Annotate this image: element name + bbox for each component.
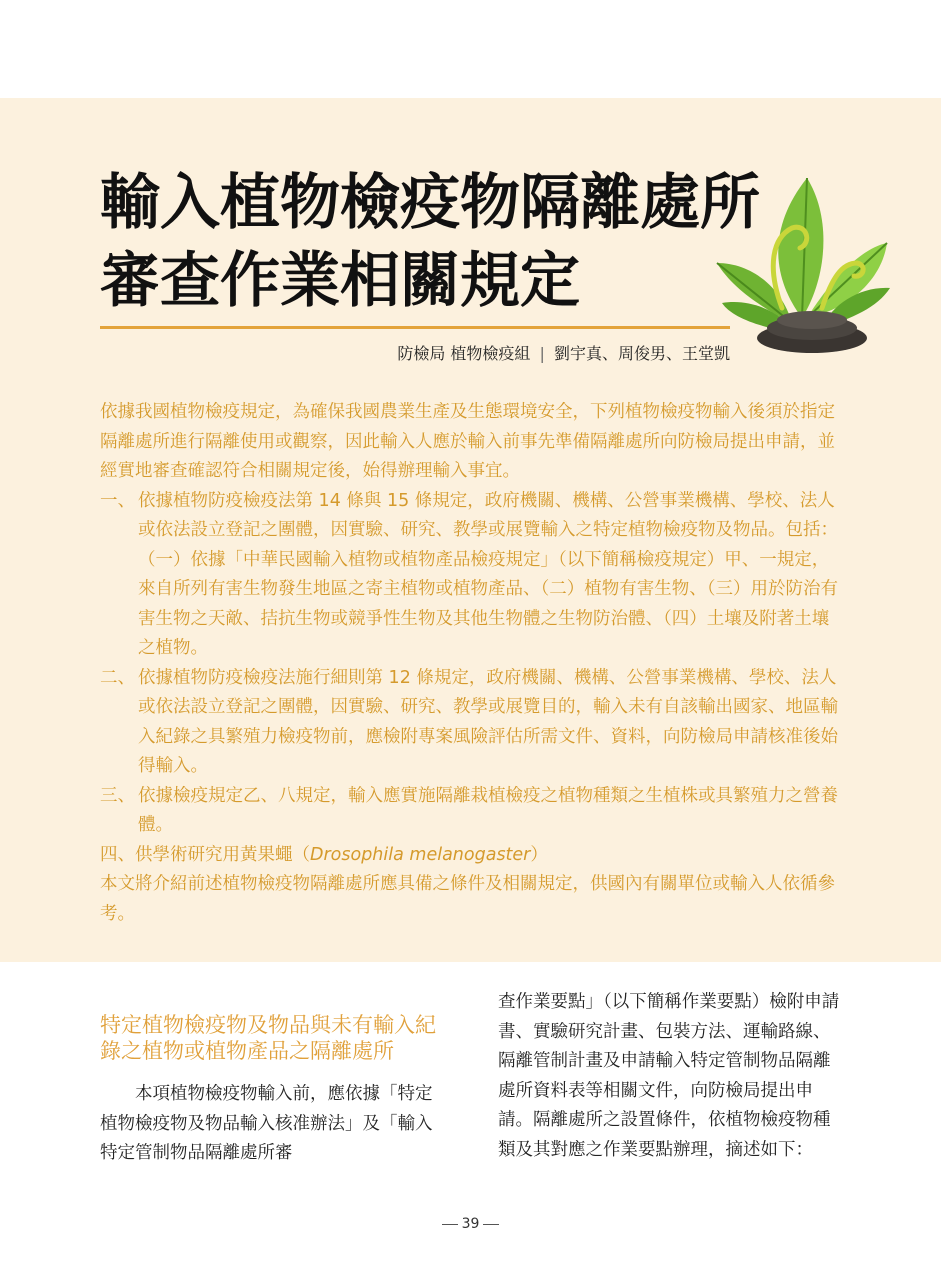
article-title-line-1: 輸入植物檢疫物隔離處所 (100, 168, 760, 238)
intro-item-number: 三、 (100, 785, 135, 806)
intro-item-4-prefix: 四、供學術研究用黃果蠅（ (100, 844, 310, 865)
intro-item-1 (100, 487, 845, 664)
right-column (498, 988, 843, 1165)
left-column (100, 1012, 445, 1169)
intro-item-number: 一、 (100, 490, 135, 511)
page-number-value: 39 (461, 1216, 480, 1232)
intro-paragraph: 依據我國植物檢疫規定，為確保我國農業生產及生態環境安全，下列植物檢疫物輸入後須於指定隔離處所進行隔離使用或觀察，因此輸入人應於輸入前事先準備隔離處所向防檢局提出申請，並經實地審查確認符合相關規定後，始得辦理輸入事宜。 (100, 402, 835, 481)
page-number-dash-right (483, 1224, 499, 1225)
right-column-body: 查作業要點」（以下簡稱作業要點）檢附申請書、實驗研究計畫、包裝方法、運輸路線、隔離管制計畫及申請輸入特定管制物品隔離處所資料表等相關文件，向防檢局提出申請。隔離處所之設置條件，依植物檢疫物種類及其對應之作業要點辦理，摘述如下： (498, 992, 840, 1160)
title-underline (100, 326, 730, 329)
page-number (0, 1216, 941, 1232)
byline (397, 341, 730, 364)
intro-item-4-suffix: ） (530, 844, 548, 865)
intro-item-4 (100, 841, 845, 871)
intro-closing-paragraph: 本文將介紹前述植物檢疫物隔離處所應具備之條件及相關規定，供國內有關單位或輸入人依循參考。 (100, 874, 835, 924)
byline-org: 防檢局 植物檢疫組 (397, 344, 531, 363)
intro-item-text: 依據植物防疫檢疫法第 14 條與 15 條規定，政府機關、機構、公營事業機構、學校、法人或依法設立登記之團體，因實驗、研究、教學或展覽輸入之特定植物檢疫物及物品。包括：（一）依據「中華民國輸入植物或植物產品檢疫規定」（以下簡稱檢疫規定）甲、一規定，來自所列有害生物發生地區之寄主植物或植物產品、（二）植物有害生物、（三）用於防治有害生物之天敵、拮抗生物或競爭性生物及其他生物體之生物防治體、（四）土壤及附著土壤之植物。 (138, 490, 838, 658)
intro-item-text: 依據植物防疫檢疫法施行細則第 12 條規定，政府機關、機構、公營事業機構、學校、法人或依法設立登記之團體，因實驗、研究、教學或展覽目的，輸入未有自該輸出國家、地區輸入紀錄之具繁殖力檢疫物前，應檢附專案風險評估所需文件、資料，向防檢局申請核准後始得輸入。 (138, 667, 838, 776)
intro-text (100, 398, 845, 929)
byline-authors: 劉宇真、周俊男、王堂凱 (553, 344, 730, 363)
article-title-line-2: 審查作業相關規定 (100, 246, 580, 316)
section-heading: 特定植物檢疫物及物品與未有輸入紀錄之植物或植物產品之隔離處所 (100, 1013, 436, 1063)
byline-separator: | (539, 344, 545, 363)
intro-item-number: 二、 (100, 667, 135, 688)
intro-item-text: 依據檢疫規定乙、八規定，輸入應實施隔離栽植檢疫之植物種類之生植株或具繁殖力之營養體。 (138, 785, 838, 835)
intro-item-3 (100, 782, 845, 841)
species-name: Drosophila melanogaster (310, 844, 531, 865)
left-column-body: 本項植物檢疫物輸入前，應依據「特定植物檢疫物及物品輸入核准辦法」及「輸入特定管制物品隔離處所審 (100, 1084, 433, 1163)
intro-item-2 (100, 664, 845, 782)
page-number-dash-left (442, 1224, 458, 1225)
banana-leaf-plant-illustration (712, 168, 892, 358)
